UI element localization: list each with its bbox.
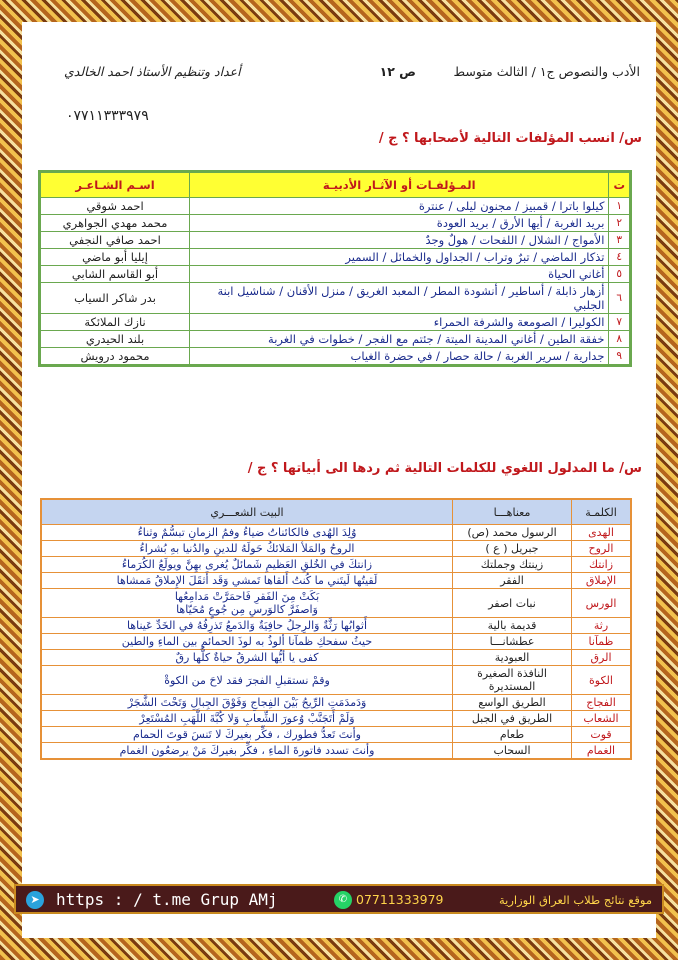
cell-poet: محمد مهدي الجواهري xyxy=(40,215,190,232)
cell-word: زانتك xyxy=(572,557,632,573)
verse-line: كفى يا أيُّها الشرقُ حياةٌ كلُّها رقٌ xyxy=(175,651,319,664)
cell-word: الغمام xyxy=(572,743,632,760)
table-row xyxy=(40,215,631,232)
verse-line: وقمْ نستقبلِ الفجرَ فقد لاحَ من الكوةْ xyxy=(164,673,330,687)
cell-verse xyxy=(41,727,453,743)
table-row xyxy=(40,348,631,366)
col-works: المـؤلفـات أو الآثـار الأدبيـة xyxy=(190,172,609,198)
cell-works: جدارية / سرير الغربة / حالة حصار / في حضرة الغياب xyxy=(190,348,609,366)
cell-meaning: عطشانـــا xyxy=(453,634,572,650)
cell-verse xyxy=(41,711,453,727)
col-verse: البيت الشعـــري xyxy=(41,499,453,525)
verse-line: وُلِدَ الهُدى فالكائناتُ ضياءُ وفمُ الزمانِ تبسُّمٌ وثناءُ xyxy=(137,526,357,539)
cell-num: ٢ xyxy=(609,215,631,232)
cell-poet: إيليا أبو ماضي xyxy=(40,249,190,266)
cell-word: رثة xyxy=(572,618,632,634)
table-row xyxy=(41,711,631,727)
verse-line: زانتكَ في الخُلقِ العَظيمِ شَمائلٌ يُغرى بهِنَّ ويولَعُ الكُرَماءُ xyxy=(121,558,373,571)
vocabulary-table-header xyxy=(41,499,631,525)
cell-verse xyxy=(41,634,453,650)
table-row xyxy=(40,314,631,331)
cell-word: الهدى xyxy=(572,525,632,541)
author-phone: ٠٧٧١١٣٣٣٩٧٩ xyxy=(66,108,149,124)
table-row xyxy=(41,541,631,557)
cell-num: ١ xyxy=(609,198,631,215)
vocabulary-table xyxy=(40,498,632,760)
cell-num: ٦ xyxy=(609,283,631,314)
cell-num: ٩ xyxy=(609,348,631,366)
cell-meaning: الطريق في الجبل xyxy=(453,711,572,727)
cell-meaning: الفقر xyxy=(453,573,572,589)
telegram-link[interactable]: https : / t.me Grup AMj xyxy=(56,890,278,909)
cell-works: الكوليرا / الصومعة والشرفة الحمراء xyxy=(190,314,609,331)
subject-label: الأدب والنصوص ج١ / الثالث متوسط xyxy=(453,64,640,79)
table-row xyxy=(41,727,631,743)
table-row xyxy=(41,666,631,695)
table-row xyxy=(41,525,631,541)
table-row xyxy=(40,266,631,283)
col-word: الكلمـة xyxy=(572,499,632,525)
site-name: موقع نتائج طلاب العراق الوزارية xyxy=(499,893,652,907)
verse-line: وأنتَ تسدد فاتورةَ الماءِ ، فكِّر بغيركَ مَنْ يرضعُون الغمام xyxy=(119,744,375,757)
table-row xyxy=(41,634,631,650)
cell-word: الفجاج xyxy=(572,695,632,711)
col-poet: اسـم الشـاعـر xyxy=(40,172,190,198)
cell-meaning: نبات اصفر xyxy=(453,589,572,618)
cell-word: قوت xyxy=(572,727,632,743)
cell-meaning: السحاب xyxy=(453,743,572,760)
cell-verse xyxy=(41,666,453,695)
verse-line: حيثُ سفحكِ ظمآنا ألوذُ به لوذَ الحمائمِ بين الماءِ والطين xyxy=(121,635,373,648)
table-row xyxy=(41,618,631,634)
cell-num: ٤ xyxy=(609,249,631,266)
authors-table-header xyxy=(40,172,631,198)
verse-line: أَثوابُها رَثَّةٌ وَالرِجلُ حافِيَةٌ وَالدَمعُ تَذرِفُهُ في الخَدِّ عَيناها xyxy=(126,619,368,632)
cell-verse xyxy=(41,618,453,634)
table-row xyxy=(40,232,631,249)
verse-line: وَدَمدَمَتِ الرِّيحُ بَيْنَ الفِجاجِ وَفَوْقَ الجِبالِ وَتَحْتَ الشَّجَرْ xyxy=(127,696,367,709)
table-row xyxy=(41,695,631,711)
table-row xyxy=(41,573,631,589)
cell-poet: بدر شاكر السياب xyxy=(40,283,190,314)
table-row xyxy=(40,198,631,215)
cell-word: الورس xyxy=(572,589,632,618)
cell-num: ٥ xyxy=(609,266,631,283)
cell-poet: محمود درويش xyxy=(40,348,190,366)
col-num: ت xyxy=(609,172,631,198)
cell-meaning: زينتك وجملتك xyxy=(453,557,572,573)
cell-works: بريد الغربة / أيها الأرق / بريد العودة xyxy=(190,215,609,232)
cell-poet: أبو القاسم الشابي xyxy=(40,266,190,283)
question-1-title: س/ انسب المؤلفات التالية لأصحابها ؟ ج / xyxy=(378,131,642,146)
col-meaning: معناهـــا xyxy=(453,499,572,525)
cell-meaning: جبريل ( ع ) xyxy=(453,541,572,557)
author-label: أعداد وتنظيم الأستاذ احمد الخالدي xyxy=(64,64,241,79)
cell-meaning: الرسول محمد (ص) xyxy=(453,525,572,541)
cell-verse xyxy=(41,650,453,666)
table-row xyxy=(40,249,631,266)
table-row xyxy=(40,331,631,348)
cell-poet: احمد شوقي xyxy=(40,198,190,215)
cell-poet: احمد صافي النجفي xyxy=(40,232,190,249)
cell-verse xyxy=(41,695,453,711)
table-row xyxy=(41,589,631,618)
table-row xyxy=(41,650,631,666)
cell-meaning: النافذة الصغيرة المستديرة xyxy=(453,666,572,695)
table-row xyxy=(40,283,631,314)
whatsapp-icon[interactable]: ✆ xyxy=(334,891,352,909)
content-area xyxy=(30,30,648,930)
cell-num: ٧ xyxy=(609,314,631,331)
cell-works: أغاني الحياة xyxy=(190,266,609,283)
cell-verse xyxy=(41,541,453,557)
cell-word: الرق xyxy=(572,650,632,666)
verse-line: وَلَمْ أَتَجَنَّبْ وُعورَ الشِّعابِ وَلا كُبَّةَ اللَّهَبِ المُسْتَعِرْ xyxy=(139,712,355,725)
page-number: ص ١٢ xyxy=(379,64,416,79)
cell-verse xyxy=(41,525,453,541)
cell-word: ظمآنا xyxy=(572,634,632,650)
telegram-icon[interactable]: ➤ xyxy=(26,891,44,909)
cell-word: الروح xyxy=(572,541,632,557)
cell-works: الأمواج / الشلال / اللفحات / هولٌ وجدٌ xyxy=(190,232,609,249)
cell-meaning: قديمة بالية xyxy=(453,618,572,634)
cell-word: الكوة xyxy=(572,666,632,695)
cell-works: كيلوا باترا / قمبيز / مجنون ليلى / عنترة xyxy=(190,198,609,215)
cell-verse xyxy=(41,573,453,589)
verse-line: الروحُ والمَلأ المَلائكُ حَولَهُ للدينِ والدُنيا بهِ بُشراءُ xyxy=(139,542,355,555)
cell-word: الشعاب xyxy=(572,711,632,727)
cell-num: ٨ xyxy=(609,331,631,348)
cell-poet: بلند الحيدري xyxy=(40,331,190,348)
cell-meaning: العبودية xyxy=(453,650,572,666)
footer-banner xyxy=(14,884,664,914)
table-row xyxy=(41,557,631,573)
cell-meaning: طعام xyxy=(453,727,572,743)
authors-table xyxy=(38,170,632,367)
cell-word: الإملاق xyxy=(572,573,632,589)
table-row xyxy=(41,743,631,760)
whatsapp-number[interactable]: 07711333979 xyxy=(356,892,444,907)
cell-num: ٣ xyxy=(609,232,631,249)
question-2-title: س/ ما المدلول اللغوي للكلمات التالية ثم ردها الى أبياتها ؟ ج / xyxy=(247,461,642,476)
cell-works: خفقة الطين / أغاني المدينة الميتة / جئتم مع الفجر / خطوات في الغربة xyxy=(190,331,609,348)
cell-poet: نازك الملائكة xyxy=(40,314,190,331)
verse-line: بَكَتْ مِنَ الفَقرِ فَاحمَرَّتْ مَدامِعُها xyxy=(174,590,320,603)
cell-verse xyxy=(41,557,453,573)
verse-line: وَاصفَرَّ كالوَرسِ مِن جُوعٍ مُحَيّاها xyxy=(176,603,318,616)
cell-verse xyxy=(41,589,453,618)
cell-works: تذكار الماضي / تبرٌ وتراب / الجداول والخمائل / السمير xyxy=(190,249,609,266)
cell-works: أزهار ذابلة / أساطير / أنشودة المطر / المعبد الغريق / منزل الأقنان / شناشيل ابنة الجلبي xyxy=(190,283,609,314)
page-header xyxy=(30,64,648,86)
cell-verse xyxy=(41,743,453,760)
verse-line: لَقيتُها لَيتَني ما كُنتُ أَلقاها تَمشي وَقَد أَثقَلَ الإِملاقُ مَمشاها xyxy=(116,574,378,587)
cell-meaning: الطريق الواسع xyxy=(453,695,572,711)
verse-line: وأنتَ تَعدُّ فطورك ، فكِّر بغيركَ لا تَنسَ قوتَ الحمام xyxy=(133,728,361,741)
